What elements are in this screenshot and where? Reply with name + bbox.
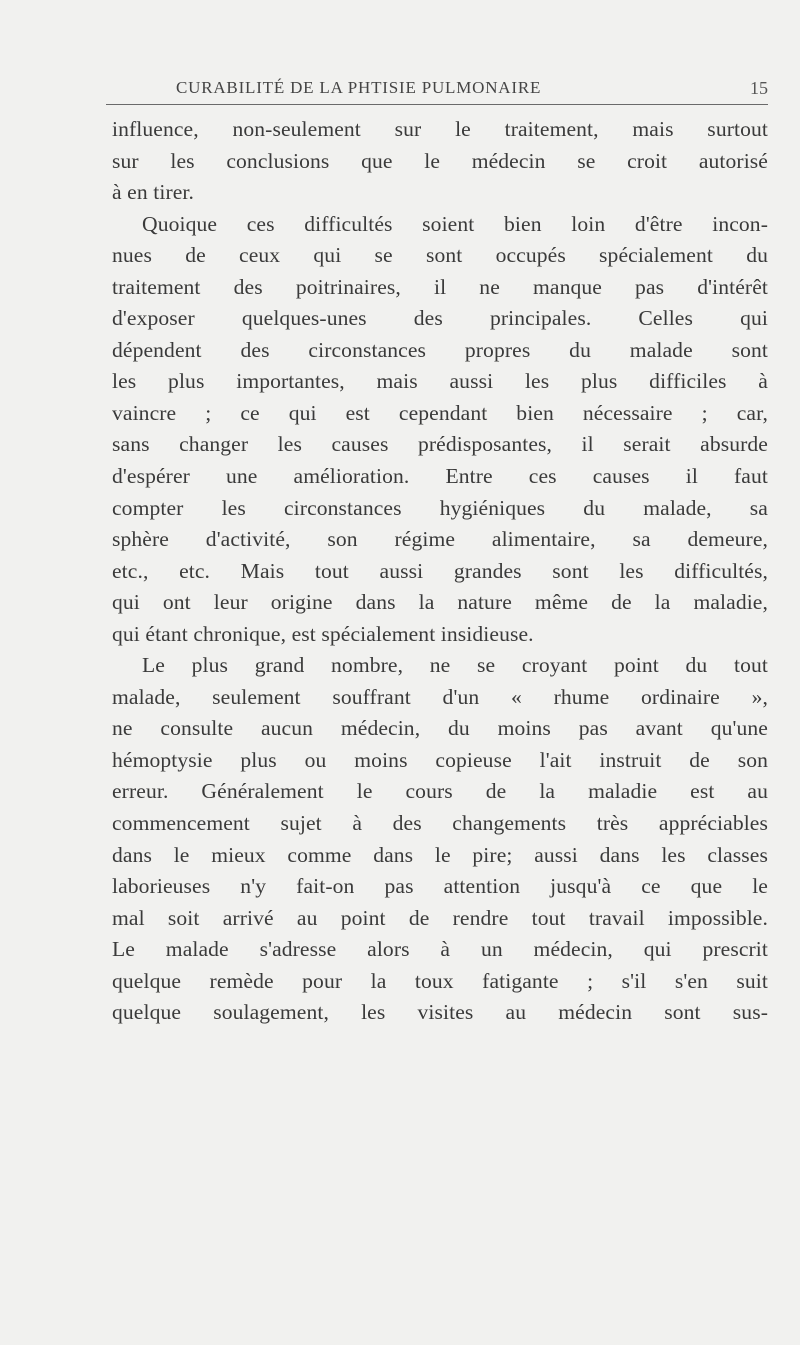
header-rule [106,104,768,105]
text-line: d'espérer une amélioration. Entre ces causes il faut [112,464,768,489]
text-line: compter les circonstances hygiéniques du malade, sa [112,495,768,520]
text-line: vaincre ; ce qui est cependant bien nécessaire ; car, [112,400,768,425]
text-line: laborieuses n'y fait-on pas attention jusqu'à ce que le [112,874,768,899]
text-line: Le plus grand nombre, ne se croyant point du tout [142,653,768,678]
text-line: etc., etc. Mais tout aussi grandes sont les difficultés, [112,558,768,583]
text-line: à en tirer. [112,180,195,205]
text-line: quelque soulagement, les visites au médecin sont sus- [112,1000,768,1025]
text-line: les plus importantes, mais aussi les plus difficiles à [112,369,768,394]
text-line: qui étant chronique, est spécialement insidieuse. [112,621,534,646]
text-line: influence, non-seulement sur le traitement, mais surtout [112,117,768,141]
text-line: traitement des poitrinaires, il ne manque pas d'intérêt [112,274,768,299]
text-line: malade, seulement souffrant d'un « rhume ordinaire », [112,684,768,709]
text-line: dans le mieux comme dans le pire; aussi dans les classes [112,842,768,867]
running-head [106,78,768,102]
text-line: sans changer les causes prédisposantes, il serait absurde [112,432,768,457]
text-line: dépendent des circonstances propres du malade sont [112,337,768,362]
text-line: sphère d'activité, son régime alimentaire, sa demeure, [112,527,768,552]
text-line: qui ont leur origine dans la nature même de la maladie, [112,590,768,615]
text-line: nues de ceux qui se sont occupés spécialement du [112,243,768,268]
text-line: Le malade s'adresse alors à un médecin, qui prescrit [112,937,768,962]
text-line: mal soit arrivé au point de rendre tout travail impossible. [112,905,768,930]
text-line: sur les conclusions que le médecin se croit autorisé [112,148,768,173]
body-text [112,114,768,1029]
text-line: d'exposer quelques-unes des principales. Celles qui [112,306,768,331]
text-line: Quoique ces difficultés soient bien loin d'être incon- [142,211,768,236]
text-line: hémoptysie plus ou moins copieuse l'ait instruit de son [112,747,768,772]
text-line: quelque remède pour la toux fatigante ; s'il s'en suit [112,968,768,993]
text-line: ne consulte aucun médecin, du moins pas avant qu'une [112,716,768,741]
text-line: erreur. Généralement le cours de la maladie est au [112,779,768,804]
running-title: CURABILITÉ DE LA PHTISIE PULMONAIRE [176,78,542,97]
page-number: 15 [750,78,768,98]
text-line: commencement sujet à des changements très appréciables [112,811,768,836]
